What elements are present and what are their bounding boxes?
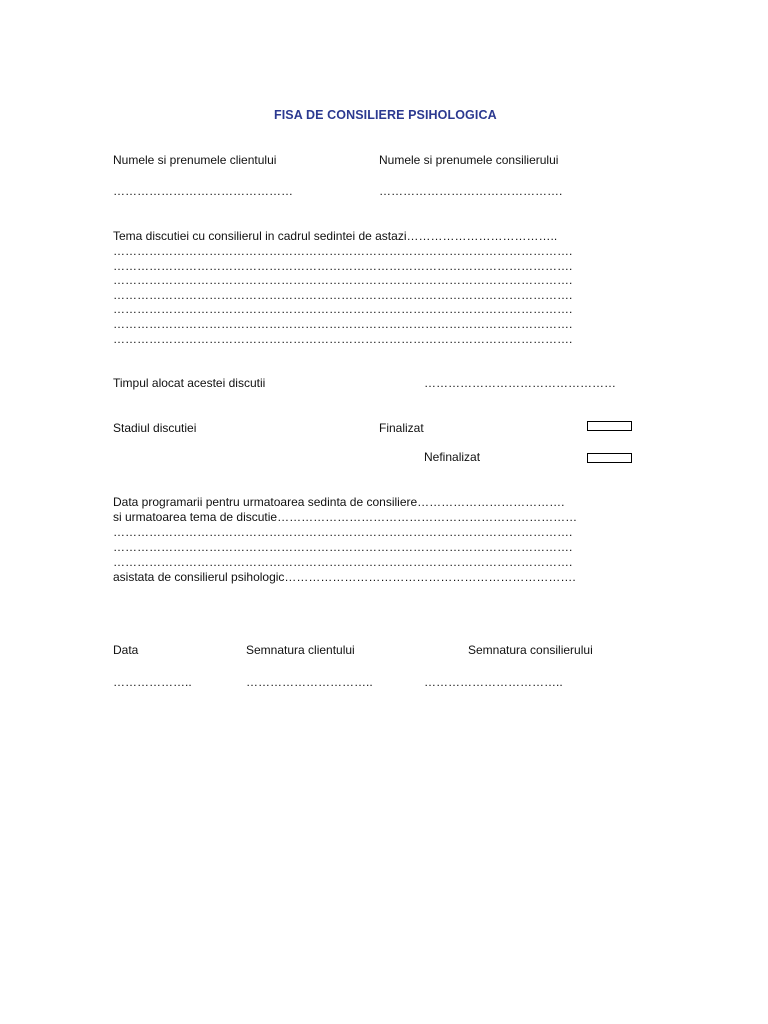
- unfinalized-checkbox[interactable]: [587, 453, 632, 463]
- topic-line: …………………………………………………………………………………………………….: [113, 273, 573, 287]
- topic-line: …………………………………………………………………………………………………….: [113, 332, 573, 346]
- time-line: …………………………………………: [424, 376, 616, 390]
- page-title: FISA DE CONSILIERE PSIHOLOGICA: [274, 108, 497, 122]
- date-label: Data: [113, 643, 139, 657]
- time-label: Timpul alocat acestei discutii: [113, 376, 266, 390]
- client-name-label: Numele si prenumele clientului: [113, 153, 277, 167]
- unfinalized-label: Nefinalizat: [424, 450, 481, 464]
- stage-label: Stadiul discutiei: [113, 421, 197, 435]
- client-signature-label: Semnatura clientului: [246, 643, 355, 657]
- client-signature-line: …………………………..: [246, 675, 373, 689]
- topic-line: …………………………………………………………………………………………………….: [113, 288, 573, 302]
- finalized-label: Finalizat: [379, 421, 424, 435]
- topic-line: …………………………………………………………………………………………………….: [113, 244, 573, 258]
- next-topic-line: …………………………………………………………………………………………………….: [113, 555, 573, 569]
- counselor-signature-line: ……………………………..: [424, 675, 563, 689]
- topic-line: …………………………………………………………………………………………………….: [113, 259, 573, 273]
- assisted-label: asistata de consilierul psihologic……………………………………………………………….: [113, 570, 576, 584]
- next-topic-line: …………………………………………………………………………………………………….: [113, 540, 573, 554]
- topic-line: …………………………………………………………………………………………………….: [113, 317, 573, 331]
- counselor-name-line: ……………………………………….: [379, 184, 563, 198]
- next-topic-line: …………………………………………………………………………………………………….: [113, 525, 573, 539]
- next-topic-label: si urmatoarea tema de discutie…………………………………………………………………: [113, 510, 578, 524]
- counselor-signature-label: Semnatura consilierului: [468, 643, 593, 657]
- next-session-label: Data programarii pentru urmatoarea sedinta de consiliere……………………………….: [113, 495, 565, 509]
- counselor-name-label: Numele si prenumele consilierului: [379, 153, 559, 167]
- topic-label: Tema discutiei cu consilierul in cadrul sedintei de astazi………………………………..: [113, 229, 558, 243]
- client-name-line: ………………………………………: [113, 184, 293, 198]
- date-line: ………………..: [113, 675, 192, 689]
- finalized-checkbox[interactable]: [587, 421, 632, 431]
- topic-line: …………………………………………………………………………………………………….: [113, 302, 573, 316]
